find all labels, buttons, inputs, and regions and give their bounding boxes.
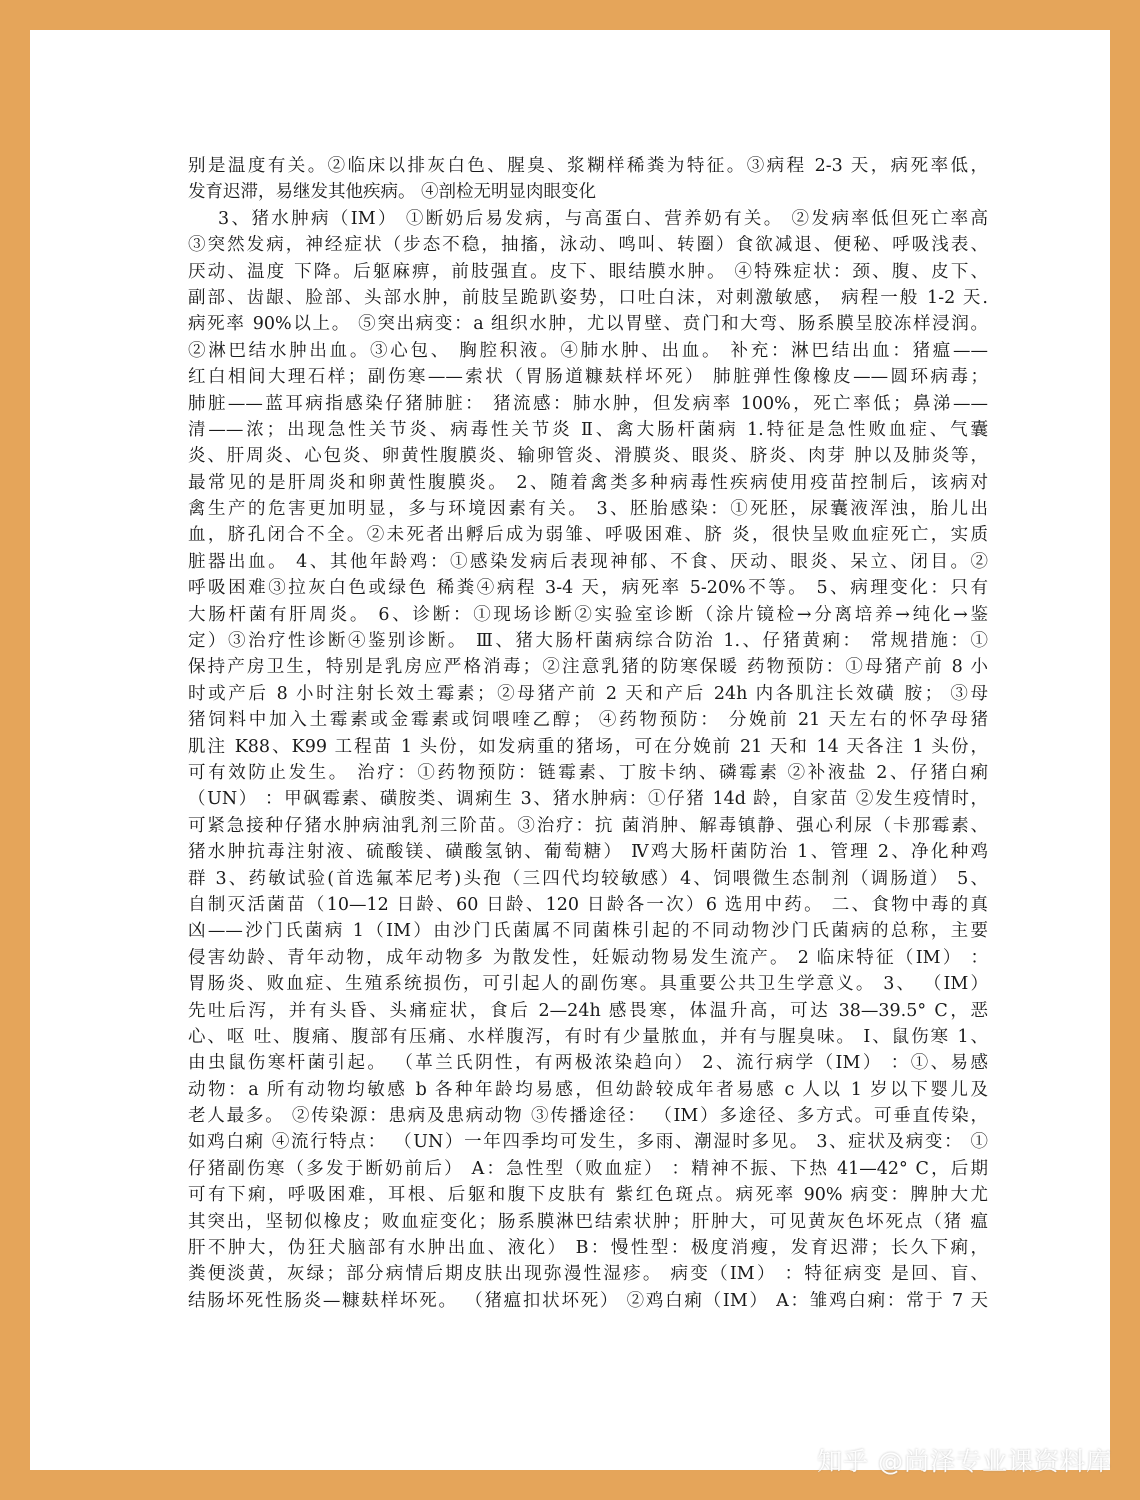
text-line: 副部、齿龈、脸部、头部水肿，前肢呈跪趴姿势，口吐白沫，对刺激敏感， 病程一般 1-2 天. — [188, 287, 988, 308]
text-line: 胃肠炎、败血症、生殖系统损伤，可引起人的副伤寒。具重要公共卫生学意义。 3、 （IM） — [188, 974, 988, 995]
text-line: 结肠坏死性肠炎—糠麸样坏死。 （猪瘟扣状坏死） ②鸡白痢（IM） A：雏鸡白痢：常于 7 天 — [188, 1290, 988, 1311]
text-line: 肝不肿大，伪狂犬脑部有水肿出血、液化） B：慢性型：极度消瘦，发育迟滞；长久下痢， — [188, 1238, 988, 1259]
text-line: 定）③治疗性诊断④鉴别诊断。 Ⅲ、猪大肠杆菌病综合防治 1.、仔猪黄痢： 常规措施：① — [188, 631, 988, 652]
text-line: 由虫鼠伤寒杆菌引起。 （革兰氏阴性，有两极浓染趋向） 2、流行病学（IM） ：①、易感 — [188, 1053, 988, 1074]
text-line: 可有下痢，呼吸困难，耳根、后躯和腹下皮肤有 紫红色斑点。病死率 90% 病变：脾肿大尤 — [188, 1185, 988, 1206]
text-line: ③突然发病，神经症状（步态不稳，抽搐，泳动、鸣叫、转圈）食欲减退、便秘、呼吸浅表、 — [188, 235, 988, 256]
text-line: 侵害幼龄、青年动物，成年动物多 为散发性，妊娠动物易发生流产。 2 临床特征（IM） ： — [188, 947, 988, 968]
text-line: 脏器出血。 4、其他年龄鸡：①感染发病后表现神郁、不食、厌动、眼炎、呆立、闭目。② — [188, 551, 988, 572]
text-line: ②淋巴结水肿出血。③心包、 胸腔积液。④肺水肿、出血。 补充：淋巴结出血：猪瘟—— — [188, 340, 988, 361]
text-line: 最常见的是肝周炎和卵黄性腹膜炎。 2、随着禽类多种病毒性疾病使用疫苗控制后，该病对 — [188, 472, 988, 493]
text-line: 仔猪副伤寒（多发于断奶前后） A：急性型（败血症） ：精神不振、下热 41—42° C，后期 — [188, 1158, 988, 1179]
watermark-text: 知乎 @尚泽专业课资料库 — [817, 1447, 1112, 1476]
text-line: 动物：a 所有动物均敏感 b 各种年龄均易感，但幼龄较成年者易感 c 人以 1 岁以下婴儿及 — [188, 1079, 988, 1100]
text-line: 大肠杆菌有肝周炎。 6、诊断：①现场诊断②实验室诊断（涂片镜检→分离培养→纯化→鉴 — [188, 604, 988, 625]
text-line: （UN） ：甲砜霉素、磺胺类、调痢生 3、猪水肿病：①仔猪 14d 龄，自家苗 ②发生疫情时， — [188, 789, 988, 810]
text-line: 血，脐孔闭合不全。②未死者出孵后成为弱雏、呼吸困难、脐 炎，很快呈败血症死亡，实质 — [188, 525, 988, 546]
text-line: 猪饲料中加入土霉素或金霉素或饲喂喹乙醇； ④药物预防： 分娩前 21 天左右的怀孕母猪 — [188, 710, 988, 731]
text-line: 如鸡白痢 ④流行特点： （UN）一年四季均可发生，多雨、潮湿时多见。 3、症状及病变： ① — [188, 1132, 988, 1153]
document-body — [188, 153, 988, 1314]
text-line: 猪水肿抗毒注射液、硫酸镁、磺酸氢钠、葡萄糖） Ⅳ鸡大肠杆菌防治 1、管理 2、净化种鸡 — [188, 842, 988, 863]
text-line: 老人最多。 ②传染源：患病及患病动物 ③传播途径： （IM）多途径、多方式。可垂直传染， — [188, 1106, 988, 1127]
text-line: 炎、肝周炎、心包炎、卵黄性腹膜炎、输卵管炎、滑膜炎、眼炎、脐炎、肉芽 肿以及肺炎等， — [188, 446, 988, 467]
text-line: 肌注 K88、K99 工程苗 1 头份，如发病重的猪场，可在分娩前 21 天和 14 天各注 1 头份， — [188, 736, 988, 757]
text-line: 可有效防止发生。 治疗：①药物预防：链霉素、丁胺卡纳、磷霉素 ②补液盐 2、仔猪白痢 — [188, 762, 988, 783]
text-line: 心、呕 吐、腹痛、腹部有压痛、水样腹泻，有时有少量脓血，并有与腥臭味。 Ⅰ、鼠伤寒 1、 — [188, 1026, 988, 1047]
text-line: 凶——沙门氏菌病 1（IM）由沙门氏菌属不同菌株引起的不同动物沙门氏菌病的总称，主要 — [188, 921, 988, 942]
text-line: 粪便淡黄，灰绿；部分病情后期皮肤出现弥漫性湿疹。 病变（IM） ：特征病变 是回、盲、 — [188, 1264, 988, 1285]
text-line: 肺脏——蓝耳病指感染仔猪肺脏： 猪流感：肺水肿，但发病率 100%，死亡率低；鼻涕—— — [188, 393, 988, 414]
document-page — [30, 30, 1110, 1470]
text-line: 发育迟滞，易继发其他疾病。 ④剖检无明显肉眼变化 — [188, 182, 597, 203]
text-line: 红白相间大理石样；副伤寒——索状（胃肠道糠麸样坏死） 肺脏弹性像橡皮——圆环病毒； — [188, 367, 988, 388]
text-line: 可紧急接种仔猪水肿病油乳剂三阶苗。③治疗：抗 菌消肿、解毒镇静、强心利尿（卡那霉素、 — [188, 815, 988, 836]
text-line: 时或产后 8 小时注射长效土霉素；②母猪产前 2 天和产后 24h 内各肌注长效磺 胺； ③母 — [188, 683, 988, 704]
text-line: 保持产房卫生，特别是乳房应严格消毒；②注意乳猪的防寒保暖 药物预防：①母猪产前 8 小 — [188, 657, 988, 678]
text-line: 禽生产的危害更加明显，多与环境因素有关。 3、胚胎感染：①死胚，尿囊液浑浊，胎儿出 — [188, 499, 988, 520]
text-line: 病死率 90%以上。 ⑤突出病变：a 组织水肿，尤以胃壁、贲门和大弯、肠系膜呈胶冻样浸润。 — [188, 314, 988, 335]
text-line: 自制灭活菌苗（10—12 日龄、60 日龄、120 日龄各一次）6 选用中药。 二、食物中毒的真 — [188, 894, 988, 915]
text-line: 厌动、温度 下降。后躯麻痹，前肢强直。皮下、眼结膜水肿。 ④特殊症状：颈、腹、皮下、 — [188, 261, 988, 282]
text-line: 其突出，坚韧似橡皮；败血症变化；肠系膜淋巴结索状肿；肝肿大，可见黄灰色坏死点（猪 瘟 — [188, 1211, 988, 1232]
text-line: 3、猪水肿病（IM） ①断奶后易发病，与高蛋白、营养奶有关。 ②发病率低但死亡率高 — [218, 208, 988, 229]
text-line: 群 3、药敏试验(首选氟苯尼考)头孢（三四代均较敏感）4、饲喂微生态制剂（调肠道） 5、 — [188, 868, 988, 889]
text-line: 先吐后泻，并有头昏、头痛症状，食后 2—24h 感畏寒，体温升高，可达 38—39.5° C，恶 — [188, 1000, 988, 1021]
text-line: 呼吸困难③拉灰白色或绿色 稀粪④病程 3-4 天，病死率 5-20%不等。 5、病理变化：只有 — [188, 578, 988, 599]
text-line: 清——浓；出现急性关节炎、病毒性关节炎 Ⅱ、禽大肠杆菌病 1.特征是急性败血症、气囊 — [188, 419, 988, 440]
text-line: 别是温度有关。②临床以排灰白色、腥臭、浆糊样稀粪为特征。③病程 2-3 天，病死率低， — [188, 156, 988, 176]
